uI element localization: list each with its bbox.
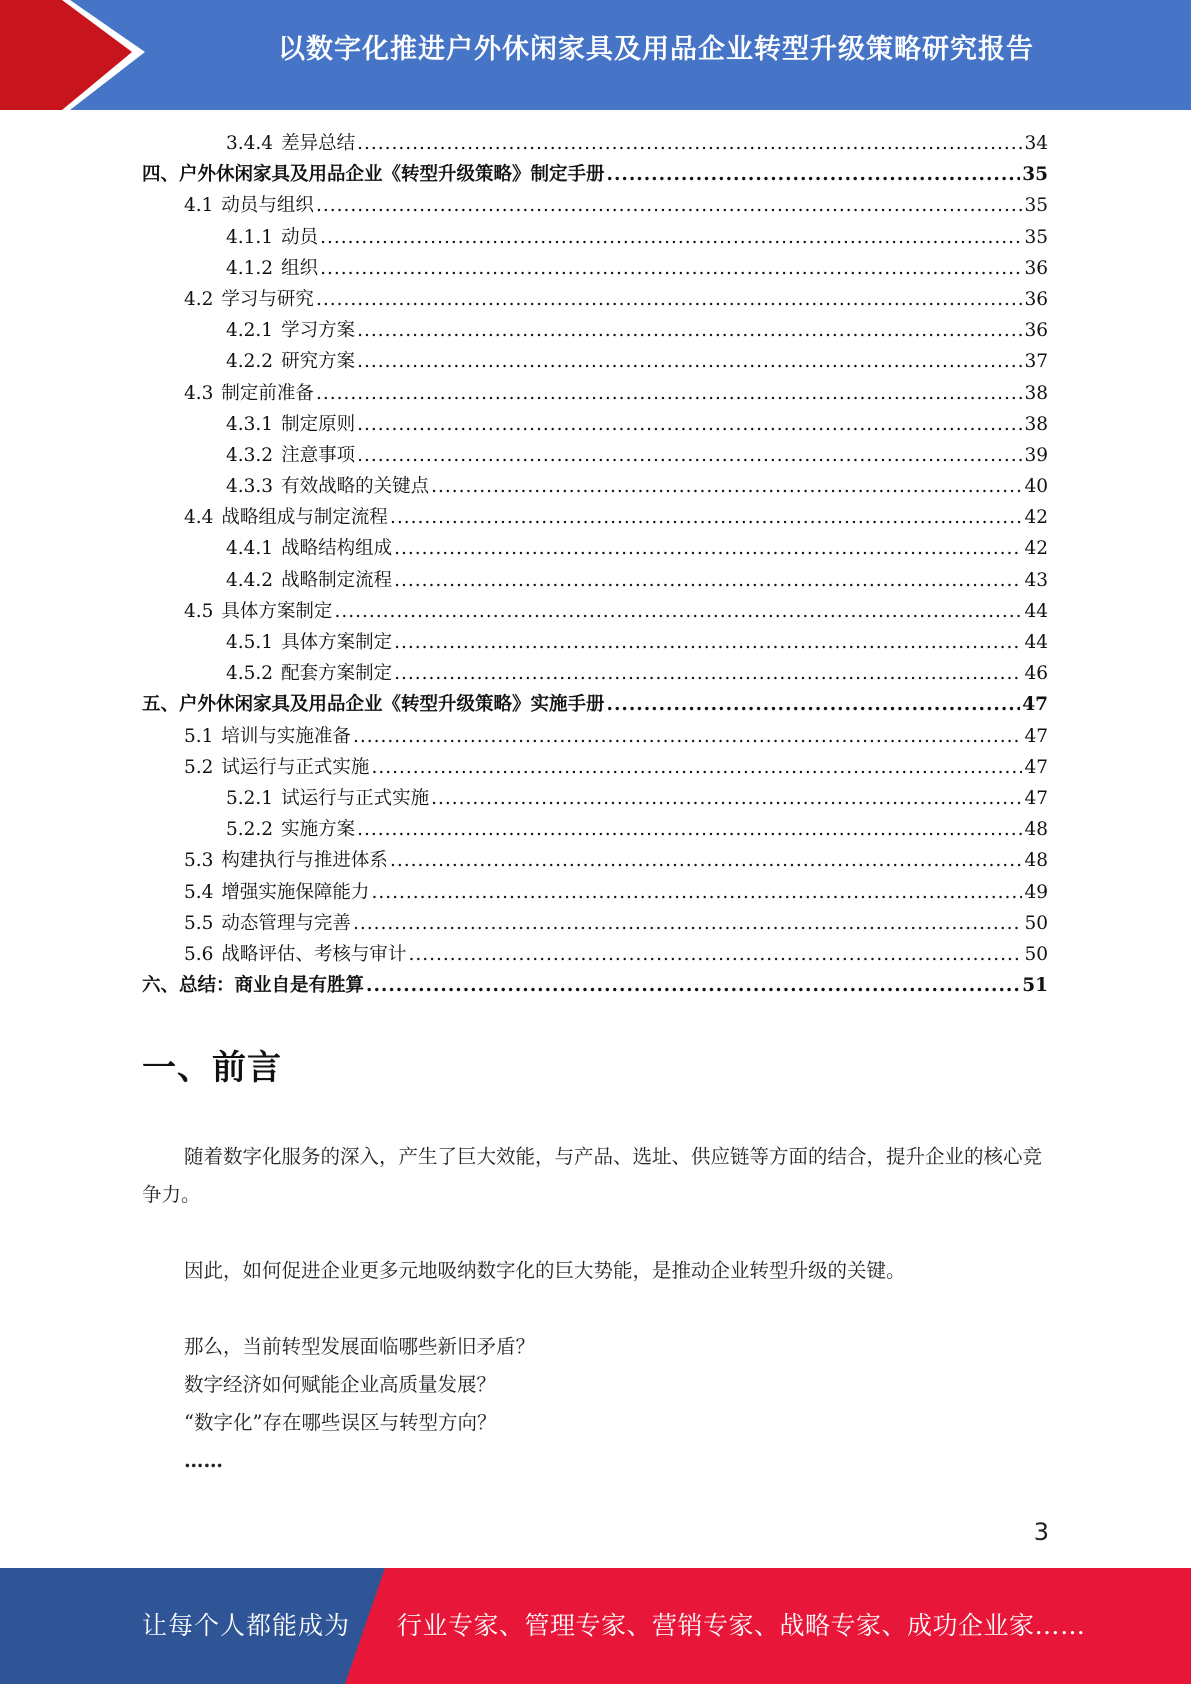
toc-leader-dots bbox=[357, 315, 1022, 346]
toc-entry[interactable] bbox=[142, 877, 1048, 908]
toc-entry-label: 战略组成与制定流程 bbox=[221, 507, 388, 529]
toc-leader-dots bbox=[394, 533, 1022, 564]
toc-leader-dots bbox=[366, 970, 1020, 1001]
toc-entry[interactable] bbox=[142, 315, 1048, 346]
toc-entry-number: 4.1 bbox=[184, 195, 214, 217]
toc-entry-label: 配套方案制定 bbox=[281, 663, 393, 685]
toc-entry-title bbox=[142, 970, 364, 1001]
toc-entry-page: 35 bbox=[1024, 195, 1048, 217]
toc-entry-number: 5.1 bbox=[184, 725, 214, 747]
report-title: 以数字化推进户外休闲家具及用品企业转型升级策略研究报告 bbox=[278, 34, 1034, 65]
footer-slogan-left: 让每个人都能成为 bbox=[142, 1611, 351, 1640]
toc-entry-number: 5.2.2 bbox=[226, 819, 274, 841]
toc-entry-page: 48 bbox=[1024, 850, 1048, 872]
toc-entry-title bbox=[226, 658, 392, 689]
toc-leader-dots bbox=[431, 471, 1022, 502]
toc-leader-dots bbox=[353, 721, 1023, 752]
toc-entry-page: 42 bbox=[1024, 507, 1048, 529]
toc-entry-title bbox=[226, 783, 429, 814]
toc-leader-dots bbox=[316, 284, 1023, 315]
toc-entry-title bbox=[226, 253, 318, 284]
toc-entry-number: 4.3 bbox=[184, 382, 214, 404]
toc-entry-number: 4.4.2 bbox=[226, 569, 274, 591]
toc-entry-title bbox=[142, 689, 605, 720]
toc-entry[interactable] bbox=[142, 378, 1048, 409]
toc-entry-title bbox=[226, 346, 355, 377]
toc-leader-dots bbox=[394, 658, 1022, 689]
toc-entry-number: 5.5 bbox=[184, 912, 214, 934]
question-list bbox=[184, 1328, 535, 1480]
toc-leader-dots bbox=[334, 596, 1022, 627]
toc-entry-label: 制定原则 bbox=[281, 413, 356, 435]
toc-entry-number: 4.1.1 bbox=[226, 226, 274, 248]
toc-entry-page: 47 bbox=[1024, 725, 1048, 747]
toc-leader-dots bbox=[390, 502, 1023, 533]
section-heading: 一、前言 bbox=[142, 1048, 282, 1088]
toc-entry[interactable] bbox=[142, 502, 1048, 533]
toc-entry[interactable] bbox=[142, 284, 1048, 315]
toc-entry-number: 5.6 bbox=[184, 943, 214, 965]
toc-entry-label: 学习与研究 bbox=[221, 288, 314, 310]
toc-entry-label: 差异总结 bbox=[281, 133, 356, 154]
toc-entry-title bbox=[226, 565, 392, 596]
toc-entry-title bbox=[226, 440, 355, 471]
toc-entry[interactable] bbox=[142, 440, 1048, 471]
toc-entry-label: 实施方案 bbox=[281, 819, 356, 841]
toc-entry-label: 具体方案制定 bbox=[281, 632, 393, 653]
toc-leader-dots bbox=[431, 783, 1022, 814]
toc-entry-title bbox=[184, 378, 314, 409]
toc-entry-number: 5.3 bbox=[184, 850, 214, 872]
toc-leader-dots bbox=[353, 908, 1023, 939]
toc-entry[interactable] bbox=[142, 783, 1048, 814]
toc-entry-page: 51 bbox=[1022, 975, 1048, 997]
toc-entry[interactable] bbox=[142, 128, 1048, 159]
toc-entry-number: 5.2.1 bbox=[226, 787, 274, 809]
toc-entry[interactable] bbox=[142, 908, 1048, 939]
toc-entry-label: 五、户外休闲家具及用品企业《转型升级策略》实施手册 bbox=[142, 694, 605, 716]
toc-entry-title bbox=[184, 845, 388, 876]
toc-entry[interactable] bbox=[142, 689, 1048, 720]
toc-entry-page: 42 bbox=[1024, 538, 1048, 560]
toc-entry-page: 40 bbox=[1024, 476, 1048, 498]
toc-entry[interactable] bbox=[142, 222, 1048, 253]
ellipsis: …… bbox=[184, 1449, 223, 1472]
toc-entry-number: 4.3.1 bbox=[226, 413, 274, 435]
toc-entry-page: 47 bbox=[1024, 756, 1048, 778]
toc-entry[interactable] bbox=[142, 596, 1048, 627]
toc-entry-number: 4.3.3 bbox=[226, 476, 274, 498]
toc-entry-page: 35 bbox=[1024, 226, 1048, 248]
toc-entry[interactable] bbox=[142, 471, 1048, 502]
toc-entry-number: 4.4 bbox=[184, 507, 214, 529]
toc-entry-label: 动态管理与完善 bbox=[221, 912, 351, 934]
toc-leader-dots bbox=[607, 689, 1021, 720]
toc-entry-label: 组织 bbox=[281, 257, 319, 279]
toc-entry-number: 4.5.2 bbox=[226, 663, 274, 685]
toc-entry-label: 具体方案制定 bbox=[221, 600, 333, 622]
toc-entry-label: 战略评估、考核与审计 bbox=[221, 943, 407, 965]
toc-entry-label: 注意事项 bbox=[281, 444, 356, 466]
toc-entry-number: 4.2 bbox=[184, 288, 214, 310]
toc-entry[interactable] bbox=[142, 845, 1048, 876]
footer-slogan-right: 行业专家、管理专家、营销专家、战略专家、成功企业家…… bbox=[397, 1611, 1086, 1640]
toc-entry[interactable] bbox=[142, 533, 1048, 564]
page-footer bbox=[0, 1568, 1191, 1684]
toc-entry-label: 学习方案 bbox=[281, 320, 356, 342]
toc-entry-title bbox=[184, 908, 351, 939]
toc-leader-dots bbox=[320, 253, 1022, 284]
toc-entry[interactable] bbox=[142, 565, 1048, 596]
toc-entry-title bbox=[184, 877, 369, 908]
toc-entry-page: 34 bbox=[1024, 133, 1048, 154]
toc-entry[interactable] bbox=[142, 752, 1048, 783]
toc-leader-dots bbox=[320, 222, 1022, 253]
toc-entry-title bbox=[226, 128, 355, 159]
toc-entry[interactable] bbox=[142, 627, 1048, 658]
toc-entry-number: 4.3.2 bbox=[226, 444, 274, 466]
intro-paragraph-1: 随着数字化服务的深入，产生了巨大效能，与产品、选址、供应链等方面的结合，提升企业的核心竞争力。 bbox=[142, 1145, 1043, 1206]
toc-entry-title bbox=[184, 596, 332, 627]
toc-leader-dots bbox=[394, 627, 1022, 658]
toc-entry-title bbox=[142, 159, 605, 190]
toc-entry-label: 增强实施保障能力 bbox=[221, 881, 370, 903]
table-of-contents bbox=[142, 128, 1048, 1001]
toc-entry-label: 战略结构组成 bbox=[281, 538, 393, 560]
toc-entry-label: 六、总结：商业自是有胜算 bbox=[142, 975, 365, 997]
toc-entry[interactable] bbox=[142, 253, 1048, 284]
toc-leader-dots bbox=[357, 128, 1022, 159]
toc-entry[interactable] bbox=[142, 346, 1048, 377]
toc-entry[interactable] bbox=[142, 814, 1048, 845]
toc-leader-dots bbox=[357, 409, 1022, 440]
toc-leader-dots bbox=[357, 346, 1022, 377]
toc-entry-page: 38 bbox=[1024, 382, 1048, 404]
toc-entry-number: 4.1.2 bbox=[226, 257, 274, 279]
toc-entry-number: 3.4.4 bbox=[226, 133, 274, 154]
toc-leader-dots bbox=[390, 845, 1023, 876]
toc-entry-label: 试运行与正式实施 bbox=[221, 756, 370, 778]
toc-entry[interactable] bbox=[142, 970, 1048, 1001]
toc-entry-title bbox=[184, 284, 314, 315]
toc-entry-page: 47 bbox=[1024, 787, 1048, 809]
toc-entry-label: 培训与实施准备 bbox=[221, 725, 351, 747]
toc-leader-dots bbox=[357, 440, 1022, 471]
toc-leader-dots bbox=[371, 877, 1022, 908]
toc-entry-title bbox=[184, 939, 406, 970]
toc-entry-title bbox=[184, 721, 351, 752]
toc-entry-number: 4.5 bbox=[184, 600, 214, 622]
toc-entry-page: 50 bbox=[1024, 943, 1048, 965]
toc-entry-title bbox=[226, 409, 355, 440]
toc-entry-page: 36 bbox=[1024, 288, 1048, 310]
toc-entry-page: 36 bbox=[1024, 257, 1048, 279]
question-item: “数字化”存在哪些误区与转型方向？ bbox=[184, 1411, 497, 1434]
question-item: 数字经济如何赋能企业高质量发展？ bbox=[184, 1373, 497, 1396]
toc-leader-dots bbox=[607, 159, 1021, 190]
toc-entry-page: 38 bbox=[1024, 413, 1048, 435]
toc-entry-number: 4.2.2 bbox=[226, 351, 274, 373]
toc-entry-number: 4.5.1 bbox=[226, 632, 274, 653]
toc-entry-label: 研究方案 bbox=[281, 351, 356, 373]
toc-entry-label: 制定前准备 bbox=[221, 382, 314, 404]
toc-entry-title bbox=[184, 190, 314, 221]
toc-entry-title bbox=[226, 471, 429, 502]
toc-entry-page: 46 bbox=[1024, 663, 1048, 685]
toc-leader-dots bbox=[357, 814, 1022, 845]
toc-leader-dots bbox=[316, 190, 1023, 221]
toc-entry-label: 有效战略的关键点 bbox=[281, 476, 430, 498]
toc-entry-page: 44 bbox=[1024, 600, 1048, 622]
toc-entry-page: 50 bbox=[1024, 912, 1048, 934]
toc-entry-number: 5.2 bbox=[184, 756, 214, 778]
toc-entry-label: 构建执行与推进体系 bbox=[221, 850, 388, 872]
toc-entry-title bbox=[226, 315, 355, 346]
toc-leader-dots bbox=[371, 752, 1022, 783]
toc-entry-page: 44 bbox=[1024, 632, 1048, 653]
intro-paragraph-2: 因此，如何促进企业更多元地吸纳数字化的巨大势能，是推动企业转型升级的关键。 bbox=[184, 1259, 906, 1282]
toc-entry-page: 36 bbox=[1024, 320, 1048, 342]
toc-entry-page: 49 bbox=[1024, 881, 1048, 903]
toc-entry-title bbox=[184, 752, 369, 783]
toc-entry-title bbox=[226, 627, 392, 658]
toc-entry-title bbox=[226, 222, 318, 253]
toc-entry-number: 5.4 bbox=[184, 881, 214, 903]
toc-entry-page: 39 bbox=[1024, 444, 1048, 466]
toc-entry-label: 动员 bbox=[281, 226, 319, 248]
toc-entry[interactable] bbox=[142, 159, 1048, 190]
toc-entry[interactable] bbox=[142, 939, 1048, 970]
toc-entry-label: 试运行与正式实施 bbox=[281, 787, 430, 809]
toc-entry[interactable] bbox=[142, 721, 1048, 752]
question-item: 那么，当前转型发展面临哪些新旧矛盾？ bbox=[184, 1335, 536, 1358]
toc-leader-dots bbox=[408, 939, 1022, 970]
toc-entry-page: 48 bbox=[1024, 819, 1048, 841]
toc-entry[interactable] bbox=[142, 658, 1048, 689]
toc-entry-label: 战略制定流程 bbox=[281, 569, 393, 591]
toc-leader-dots bbox=[394, 565, 1022, 596]
toc-entry-label: 四、户外休闲家具及用品企业《转型升级策略》制定手册 bbox=[142, 164, 605, 186]
toc-entry[interactable] bbox=[142, 190, 1048, 221]
toc-entry-title bbox=[226, 533, 392, 564]
toc-entry[interactable] bbox=[142, 409, 1048, 440]
toc-entry-label: 动员与组织 bbox=[221, 195, 314, 217]
header-arrow-decoration bbox=[0, 0, 150, 110]
toc-entry-page: 35 bbox=[1022, 164, 1048, 186]
toc-entry-number: 4.2.1 bbox=[226, 320, 274, 342]
page-header bbox=[0, 0, 1191, 110]
toc-entry-page: 47 bbox=[1022, 694, 1048, 716]
toc-leader-dots bbox=[316, 378, 1023, 409]
page-number: 3 bbox=[1033, 1518, 1049, 1546]
toc-entry-title bbox=[226, 814, 355, 845]
toc-entry-number: 4.4.1 bbox=[226, 538, 274, 560]
toc-entry-page: 37 bbox=[1024, 351, 1048, 373]
toc-entry-title bbox=[184, 502, 388, 533]
toc-entry-page: 43 bbox=[1024, 569, 1048, 591]
